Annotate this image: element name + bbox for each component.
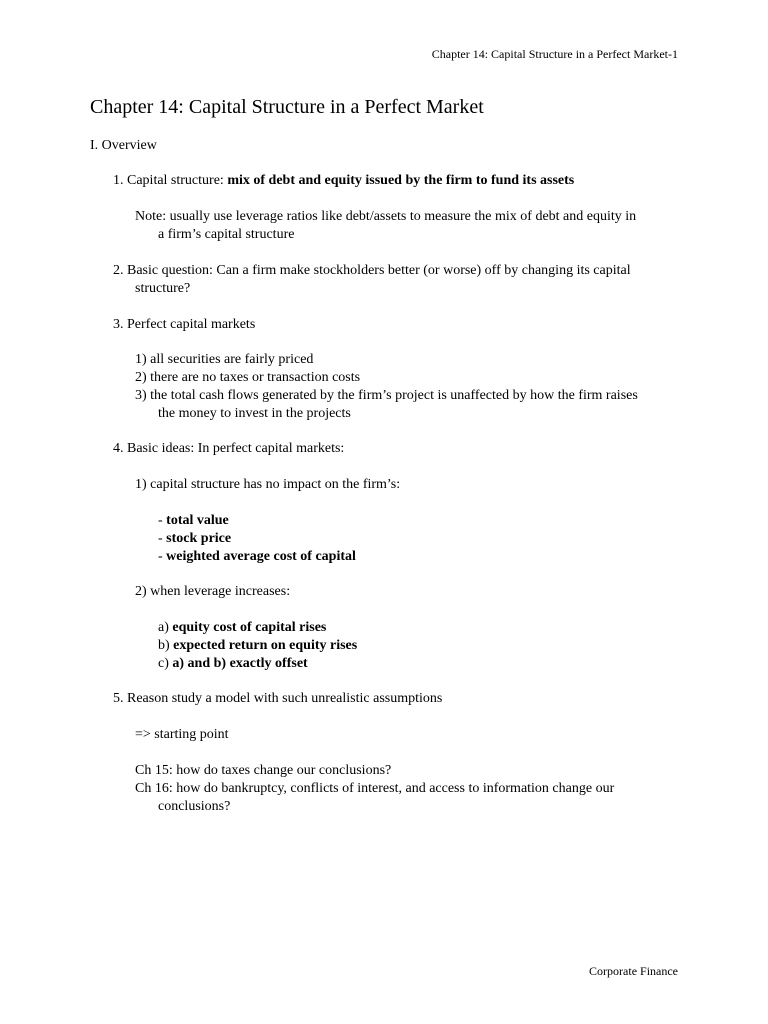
item-2-line-2: structure?	[135, 281, 191, 296]
page-footer: Corporate Finance	[589, 964, 678, 978]
item-2-line-1: 2. Basic question: Can a firm make stockholders better (or worse) off by changing its capital	[113, 263, 631, 278]
bullet-dash: -	[158, 531, 167, 546]
bullet-text: total value	[166, 513, 229, 528]
note-line-1: Note: usually use leverage ratios like debt/assets to measure the mix of debt and equity in	[135, 209, 637, 224]
page-header: Chapter 14: Capital Structure in a Perfect Market-1	[431, 47, 678, 61]
effect-prefix: c)	[158, 656, 173, 671]
effect-c	[158, 655, 308, 673]
effect-prefix: b)	[158, 638, 174, 653]
item-3-point-3-cont: the money to invest in the projects	[158, 406, 351, 421]
item-3-label: 3. Perfect capital markets	[113, 317, 256, 332]
bullet-text: weighted average cost of capital	[166, 549, 356, 564]
item-4-sub-2: 2) when leverage increases:	[135, 584, 291, 599]
item-1	[113, 172, 574, 190]
item-1-definition: mix of debt and equity issued by the firm to fund its assets	[227, 173, 575, 188]
bullet-total-value	[158, 512, 229, 530]
effect-prefix: a)	[158, 620, 173, 635]
page-title: Chapter 14: Capital Structure in a Perfect Market	[90, 96, 484, 118]
effect-text: a) and b) exactly offset	[172, 656, 308, 671]
item-5-arrow: => starting point	[135, 727, 229, 742]
item-4-sub-1: 1) capital structure has no impact on the firm’s:	[135, 477, 401, 492]
effect-text: equity cost of capital rises	[172, 620, 327, 635]
item-3-point-3: 3) the total cash flows generated by the firm’s project is unaffected by how the firm raises	[135, 388, 638, 403]
effect-b	[158, 637, 357, 655]
item-5-ch16-line-1: Ch 16: how do bankruptcy, conflicts of interest, and access to information change our	[135, 781, 615, 796]
bullet-dash: -	[158, 513, 167, 528]
item-3-point-1: 1) all securities are fairly priced	[135, 352, 314, 367]
bullet-wacc	[158, 548, 356, 566]
item-4-label: 4. Basic ideas: In perfect capital markets:	[113, 441, 345, 456]
item-5-ch15: Ch 15: how do taxes change our conclusions?	[135, 763, 392, 778]
section-heading: I. Overview	[90, 138, 157, 153]
bullet-dash: -	[158, 549, 167, 564]
item-5-label: 5. Reason study a model with such unrealistic assumptions	[113, 691, 443, 706]
effect-a	[158, 619, 326, 637]
item-1-label: 1. Capital structure:	[113, 173, 228, 188]
item-5-ch16-line-2: conclusions?	[158, 799, 231, 814]
effect-text: expected return on equity rises	[173, 638, 358, 653]
note-line-2: a firm’s capital structure	[158, 227, 295, 242]
bullet-text: stock price	[166, 531, 232, 546]
bullet-stock-price	[158, 530, 231, 548]
item-3-point-2: 2) there are no taxes or transaction costs	[135, 370, 361, 385]
